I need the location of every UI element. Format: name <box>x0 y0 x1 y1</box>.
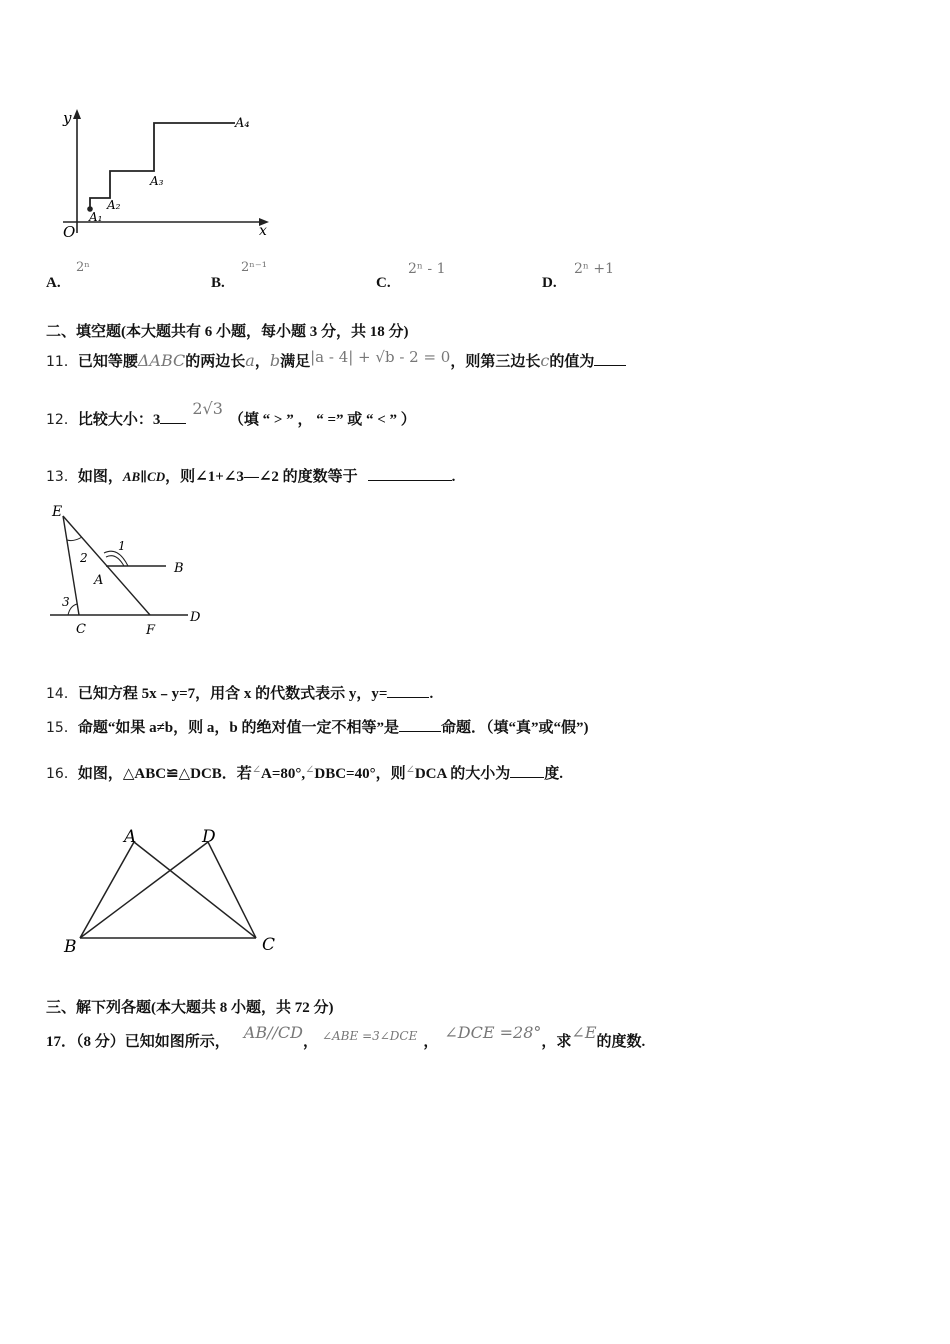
option-a-expr: 2ⁿ <box>76 260 90 275</box>
q17-sep-2: ， <box>423 1034 439 1050</box>
option-c-expr: 2ⁿ - 1 <box>408 261 446 277</box>
option-b-label: B. <box>211 275 225 291</box>
option-d-label: D. <box>542 275 557 291</box>
q13-text-1: 如图， <box>77 469 123 485</box>
line-ac <box>134 842 256 938</box>
option-a-label: A. <box>46 275 61 291</box>
q17-angle-value: ∠DCE =28° <box>444 1023 542 1042</box>
label-b: B <box>174 561 184 576</box>
line-ab <box>80 842 134 938</box>
label-a1: A₁ <box>89 210 103 224</box>
y-label: y <box>63 109 72 127</box>
q12-text-2: （填 “ > ” ， “ =” 或 “ < ” ） <box>228 412 416 428</box>
q17-angle-e: ∠E <box>571 1023 597 1042</box>
q13-text-3: . <box>451 469 456 485</box>
angle-icon: ∠ <box>251 763 262 776</box>
q16-text-3: DBC=40°，则 <box>314 766 406 782</box>
question-14 <box>46 682 433 703</box>
label-1: 1 <box>118 539 126 553</box>
q15-number: 15． <box>46 720 78 736</box>
staircase-figure <box>55 105 295 245</box>
label-c: C <box>262 935 276 955</box>
q17-sep-1: ， <box>302 1034 318 1050</box>
question-13 <box>46 465 455 486</box>
q17-parallel: AB//CD <box>243 1023 303 1042</box>
q13-answer-blank[interactable] <box>368 466 452 481</box>
angle-arc-2 <box>67 537 82 541</box>
q12-expr: 2√3 <box>192 399 223 418</box>
option-b-expr: 2ⁿ⁻¹ <box>241 260 267 275</box>
option-c-label: C. <box>376 275 391 291</box>
angle-icon: ∠ <box>305 763 315 776</box>
y-axis-arrow <box>73 109 81 119</box>
q16-number: 16． <box>46 766 78 782</box>
q17-text-2: 的度数. <box>596 1034 646 1050</box>
label-a4: A₄ <box>235 116 250 131</box>
q12-number: 12． <box>46 412 78 428</box>
label-f: F <box>146 623 156 638</box>
q16-text-5: 度. <box>544 766 564 782</box>
q12-answer-blank[interactable] <box>160 409 186 424</box>
label-2: 2 <box>80 551 88 565</box>
question-16 <box>46 762 563 783</box>
staircase-line <box>90 123 235 209</box>
label-d: D <box>202 827 216 847</box>
question-15 <box>46 716 589 737</box>
label-b: B <box>64 937 77 957</box>
q13-text-2: ，则∠1+∠3—∠2 的度数等于 <box>165 469 358 485</box>
q11-c: c <box>540 351 550 370</box>
q13-parallel: AB∥CD <box>122 469 166 484</box>
q11-answer-blank[interactable] <box>594 351 626 366</box>
q11-text-2: 的两边长 <box>185 354 246 370</box>
q17-number: 17．（8 分）已知如图所示， <box>46 1034 230 1050</box>
figure-16 <box>56 822 286 962</box>
option-d-expr: 2ⁿ +1 <box>574 261 615 277</box>
label-a2: A₂ <box>107 198 121 212</box>
question-17 <box>46 1023 646 1051</box>
angle-icon: ∠ <box>405 763 415 776</box>
q16-text-2: A=80°, <box>261 766 306 782</box>
q14-number: 14． <box>46 686 78 702</box>
label-d: D <box>190 610 201 625</box>
q11-text-3: 满足 <box>280 354 311 370</box>
section2-title: 二、填空题(本大题共有 6 小题，每小题 3 分，共 18 分) <box>46 324 409 340</box>
q14-answer-blank[interactable] <box>387 683 429 698</box>
label-3: 3 <box>62 595 70 609</box>
q13-number: 13． <box>46 469 78 485</box>
q17-angle-relation: ∠ABE =3∠DCE <box>321 1029 418 1043</box>
q11-a: a <box>245 351 255 370</box>
q11-comma: ， <box>254 354 270 370</box>
figure-13 <box>46 500 216 642</box>
angle-arc-1a <box>106 556 124 566</box>
origin-label: O <box>63 223 76 241</box>
q15-text-1: 命题“如果 a≠b，则 a，b 的绝对值一定不相等”是 <box>77 720 399 736</box>
line-dc <box>208 842 256 938</box>
label-a: A <box>94 573 104 588</box>
q12-text-1: 比较大小：3 <box>77 412 161 428</box>
q11-text-5: 的值为 <box>549 354 595 370</box>
q11-equation: |a - 4| + √b - 2 = 0 <box>310 348 451 366</box>
q11-b: b <box>269 351 281 370</box>
x-label: x <box>259 223 267 239</box>
q15-text-2: 命题．（填“真”或“假”) <box>441 720 589 736</box>
q16-text-1: 如图，△ABC≌△DCB．若 <box>77 766 252 782</box>
section3-title: 三、解下列各题(本大题共 8 小题，共 72 分) <box>46 1000 334 1016</box>
q11-number: 11． <box>46 354 78 370</box>
q14-text-1: 已知方程 5x﹣y=7，用含 x 的代数式表示 y，y= <box>77 686 388 702</box>
q16-text-4: DCA 的大小为 <box>414 766 511 782</box>
angle-arc-1b <box>104 551 128 566</box>
q11-triangle: ΔABC <box>137 351 186 370</box>
q11-text-4: ，则第三边长 <box>450 354 541 370</box>
label-a: A <box>124 827 137 847</box>
q14-text-2: . <box>429 686 434 702</box>
question-12 <box>46 399 416 429</box>
q11-text-1: 已知等腰 <box>77 354 138 370</box>
options-row <box>46 258 646 294</box>
label-e: E <box>52 504 63 520</box>
label-a3: A₃ <box>150 174 164 188</box>
q16-answer-blank[interactable] <box>510 763 544 778</box>
q17-text-1: ，求 <box>541 1034 572 1050</box>
label-c: C <box>76 622 86 637</box>
question-11 <box>46 350 626 371</box>
line-db <box>80 842 208 938</box>
q15-answer-blank[interactable] <box>399 717 441 732</box>
